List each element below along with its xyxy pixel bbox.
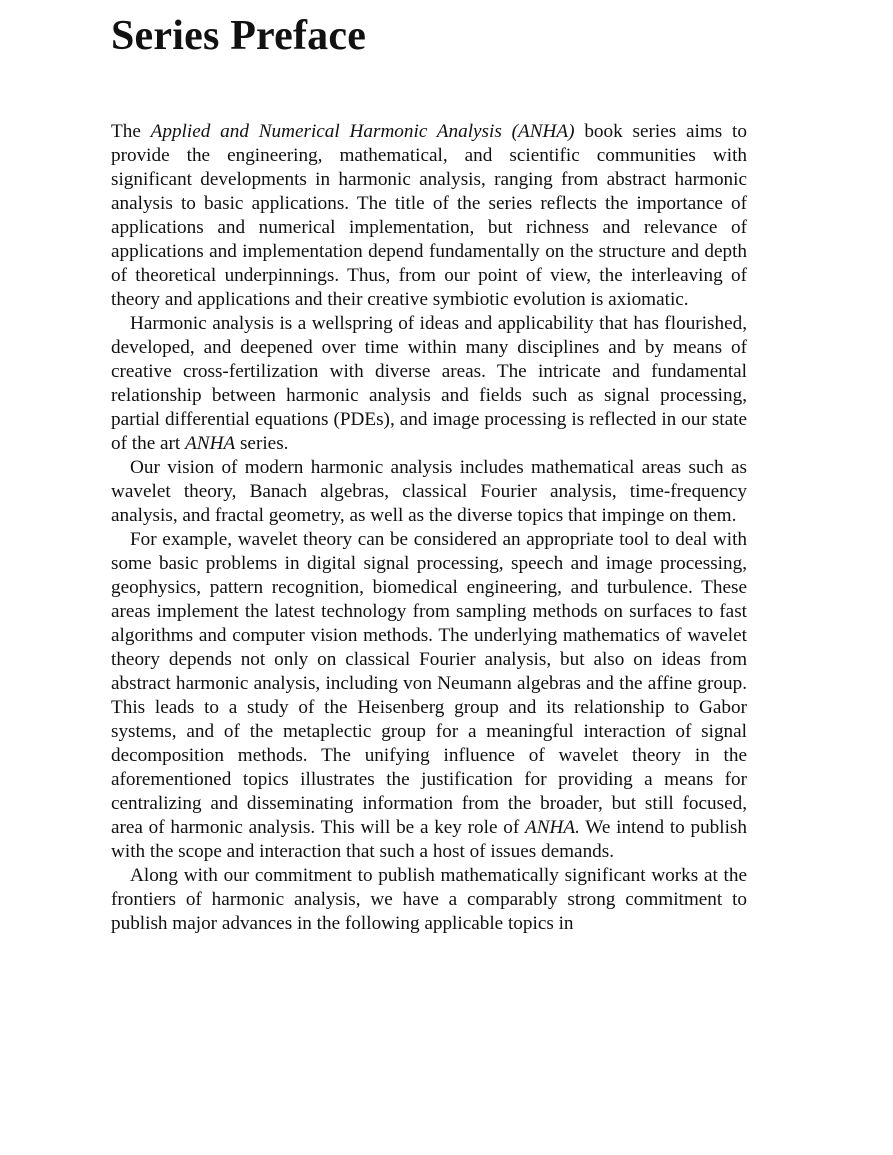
paragraph-2-text-b: series.	[235, 433, 289, 454]
paragraph-4	[111, 528, 747, 864]
series-abbrev: ANHA.	[524, 817, 580, 838]
paragraph-3	[111, 456, 747, 528]
paragraph-2	[111, 312, 747, 456]
paragraph-1-prefix: The	[111, 121, 151, 142]
series-abbrev: ANHA	[185, 433, 236, 454]
paragraph-2-text-a: Harmonic analysis is a wellspring of ideas and applicability that has flourished, developed, and deepened over time within many disciplines and by means of creative cross-fertilization with diverse areas. The intricate and fundamental relationship between harmonic analysis and fields such as signal processing, partial differential equations (PDEs), and image processing is reflected in our state of the art	[111, 313, 747, 454]
paragraph-5-text: Along with our commitment to publish mathematically significant works at the frontiers of harmonic analysis, we have a comparably strong commitment to publish major advances in the following applicable topics in	[111, 865, 747, 934]
paragraph-1-text: book series aims to provide the engineering, mathematical, and scientific communities with significant developments in harmonic analysis, ranging from abstract harmonic analysis to basic applications. The title of the series reflects the importance of applications and numerical implementation, but richness and relevance of applications and implementation depend fundamentally on the structure and depth of theoretical underpinnings. Thus, from our point of view, the interleaving of theory and applications and their creative symbiotic evolution is axiomatic.	[111, 121, 747, 310]
paragraph-4-text-b: We intend to publish with the scope and interaction that such a host of issues demands.	[111, 817, 747, 862]
paragraph-5	[111, 864, 747, 936]
body-text	[111, 120, 747, 936]
page-title: Series Preface	[111, 13, 367, 59]
paragraph-1	[111, 120, 747, 312]
series-name: Applied and Numerical Harmonic Analysis (ANHA)	[150, 121, 575, 142]
paragraph-3-text: Our vision of modern harmonic analysis includes mathematical areas such as wavelet theory, Banach algebras, classical Fourier analysis, time-frequency analysis, and fractal geometry, as well as the diverse topics that impinge on them.	[111, 457, 747, 526]
paragraph-4-text-a: For example, wavelet theory can be considered an appropriate tool to deal with some basic problems in digital signal processing, speech and image processing, geophysics, pattern recognition, biomedical engineering, and turbulence. These areas implement the latest technology from sampling methods on surfaces to fast algorithms and computer vision methods. The underlying mathematics of wavelet theory depends not only on classical Fourier analysis, but also on ideas from abstract harmonic analysis, including von Neumann algebras and the affine group. This leads to a study of the Heisenberg group and its relationship to Gabor systems, and of the metaplectic group for a meaningful interaction of signal decomposition methods. The unifying influence of wavelet theory in the aforementioned topics illustrates the justification for providing a means for centralizing and disseminating information from the broader, but still focused, area of harmonic analysis. This will be a key role of	[111, 529, 747, 838]
